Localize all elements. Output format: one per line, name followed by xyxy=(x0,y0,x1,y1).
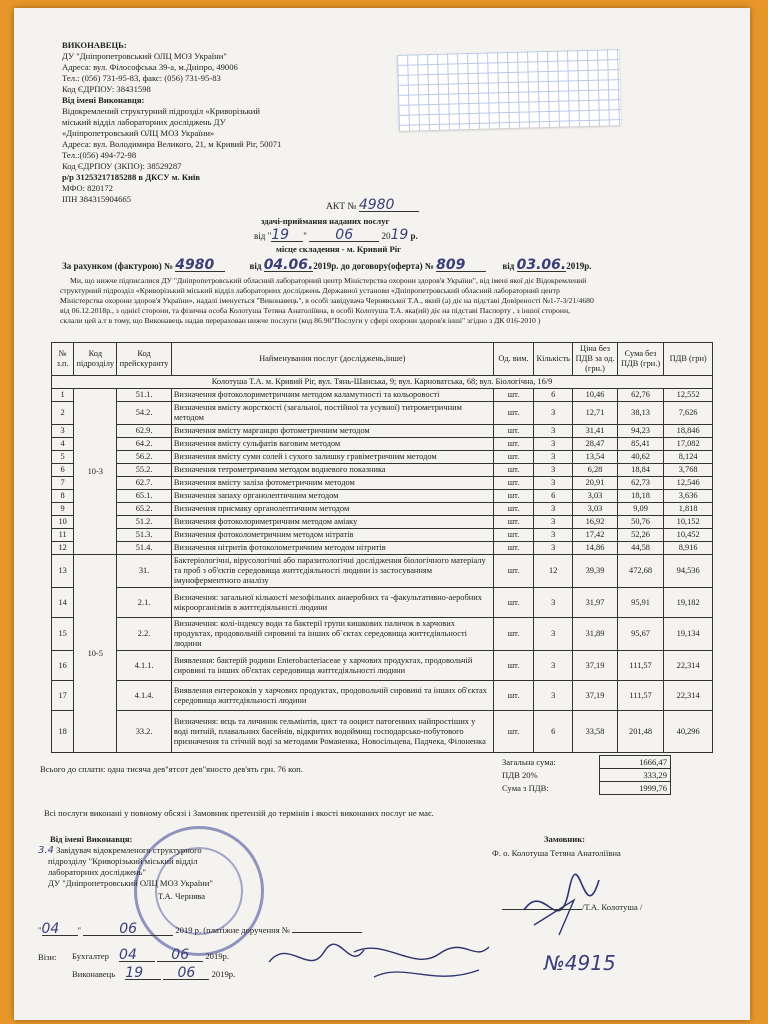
with-vat-label: Сума з ПДВ: xyxy=(502,782,549,793)
col-header: Код підрозділу xyxy=(74,343,117,376)
table-row xyxy=(52,477,713,490)
unit-line-2: міський відділ лабораторних досліджень ДУ xyxy=(62,117,226,127)
cell-qty: 6 xyxy=(534,389,573,402)
margin-note: 3.4 xyxy=(38,845,54,856)
exec-line: Завідувач відокремленого структурного xyxy=(56,845,202,855)
acc-month: 06 xyxy=(157,950,203,962)
cell-vat: 7,626 xyxy=(664,402,713,425)
cell-qty: 3 xyxy=(534,618,573,651)
intro-line: структурний підрозділ «Криворізький міський відділ лабораторних досліджень Державної установи «Дніпропетровський обласний лабораторний центр xyxy=(60,286,560,295)
cell-price: 31,89 xyxy=(573,618,618,651)
on-behalf-label: Від імені Виконавця: xyxy=(62,95,145,105)
cell-unit: шт. xyxy=(493,618,533,651)
cell-unit: шт. xyxy=(493,503,533,516)
cell-qty: 3 xyxy=(534,681,573,711)
act-title-line xyxy=(326,197,419,213)
intro-line: склали цей а.т в тому, що Виконавець надав перерахован нижче послуги (код 86.90"Послуги у сфері охорони здоров'я інші" згідно з ДК 016-2010 ) xyxy=(60,316,541,325)
col-header: Код прейскуранту xyxy=(117,343,172,376)
cell-sum: 111,57 xyxy=(617,651,664,681)
cell-price: 33,58 xyxy=(573,711,618,753)
cell-code: 2.2. xyxy=(117,618,172,651)
cell-vat: 22,314 xyxy=(664,681,713,711)
cell-code: 54.2. xyxy=(117,402,172,425)
executor-address: Адреса: вул. Філософська 39-а, м.Дніпро, 49006 xyxy=(62,62,238,72)
sticky-note xyxy=(397,49,621,131)
pay-date-quote: " xyxy=(38,925,42,935)
col-header: ПДВ (грн) xyxy=(664,343,713,376)
cell-n: 1 xyxy=(52,389,74,402)
cell-name: Визначення вмісту марганцю фотометричним методом xyxy=(171,425,493,438)
cell-unit: шт. xyxy=(493,438,533,451)
table-row xyxy=(52,516,713,529)
table-row xyxy=(52,402,713,425)
intro-line: Міністерства охорони здоров'я України», надалі іменується "Виконавець", в особі завідувача Чернявської Т.А., який (а) діє на підставі Довіреності №1-7-3/21/4680 xyxy=(60,296,594,305)
contract-from: від xyxy=(502,261,515,271)
unit-phone: Тел.:(056) 494-72-98 xyxy=(62,150,137,160)
cell-qty: 3 xyxy=(534,529,573,542)
unit-code: Код ЄДРПОУ (ЗКПО): 38529287 xyxy=(62,161,182,171)
exec-sign-label: Від імені Виконавця: xyxy=(50,834,133,844)
contract-year: 2019р. xyxy=(566,261,592,271)
cell-qty: 3 xyxy=(534,477,573,490)
cell-unit: шт. xyxy=(493,516,533,529)
cell-price: 10,46 xyxy=(573,389,618,402)
cell-name: Визначення: яєць та личинок гельмінтів, цист та ооцист патогенних найпростіших у воді питній, плавальних басейнів, відкритих водоймищ господарсько-побутового призначення та стічній воді за методами Романенка, Новосільцева, Падчека, Філоненка xyxy=(171,711,493,753)
cell-unit: шт. xyxy=(493,389,533,402)
cell-name: Визначення: колі-індексу води та бактерії групи кишкових паличок в харчових продуктах, продовольчій сировині та інших об`єктах середовища життєдіяльності людини xyxy=(171,618,493,651)
cell-name: Визначення фотоколориметричним методом аміаку xyxy=(171,516,493,529)
col-header: № з.п. xyxy=(52,343,74,376)
cell-code: 51.2. xyxy=(117,516,172,529)
cell-code: 33.2. xyxy=(117,711,172,753)
cell-sum: 111,57 xyxy=(617,681,664,711)
cell-name: Бактеріологічні, вірусологічні або паразитологічні дослідження біологічного матеріалу та проб з об'єктів середовища життєдіяльності людини із застосуванням імуноферментного аналізу xyxy=(171,555,493,588)
cell-qty: 3 xyxy=(534,438,573,451)
cell-price: 13,54 xyxy=(573,451,618,464)
cell-name: Визначення вмісту заліза фотометричним методом xyxy=(171,477,493,490)
cell-n: 8 xyxy=(52,490,74,503)
cell-n: 14 xyxy=(52,588,74,618)
visa-label: Візи: xyxy=(38,952,57,962)
cell-name: Визначення нітритів фотоколометричним методом нітритів xyxy=(171,542,493,555)
table-row xyxy=(52,503,713,516)
act-date-year: 19 xyxy=(390,227,409,243)
unit-address: Адреса: вул. Володимира Великого, 21, м Кривий Ріг, 50071 xyxy=(62,139,282,149)
accountant-label: Бухгалтер xyxy=(72,951,109,961)
cell-unit: шт. xyxy=(493,529,533,542)
cell-name: Визначення фотоколориметричним методом каламутності та кольоровості xyxy=(171,389,493,402)
cell-vat: 22,314 xyxy=(664,651,713,681)
act-number: 4980 xyxy=(359,200,419,212)
cell-price: 31,41 xyxy=(573,425,618,438)
col-header: Ціна без ПДВ за од.(грн.) xyxy=(573,343,618,376)
cell-unit: шт. xyxy=(493,402,533,425)
cell-unit: шт. xyxy=(493,588,533,618)
document-page xyxy=(14,8,750,1020)
cell-n: 7 xyxy=(52,477,74,490)
cell-price: 37,19 xyxy=(573,651,618,681)
table-row xyxy=(52,490,713,503)
executor-block xyxy=(62,40,281,205)
executor-heading: ВИКОНАВЕЦЬ: xyxy=(62,40,127,50)
group-code-10-3: 10-3 xyxy=(74,389,117,555)
col-header: Од. вим. xyxy=(493,343,533,376)
col-header: Сума без ПДВ (грн.) xyxy=(617,343,664,376)
table-row xyxy=(52,389,713,402)
cell-n: 6 xyxy=(52,464,74,477)
cell-code: 65.2. xyxy=(117,503,172,516)
cell-n: 2 xyxy=(52,402,74,425)
cell-n: 18 xyxy=(52,711,74,753)
cell-code: 56.2. xyxy=(117,451,172,464)
cell-qty: 3 xyxy=(534,464,573,477)
cell-price: 14,86 xyxy=(573,542,618,555)
cell-name: Визначення вмісту сульфатів ваговим методом xyxy=(171,438,493,451)
cell-n: 17 xyxy=(52,681,74,711)
cell-price: 20,91 xyxy=(573,477,618,490)
cell-vat: 19,182 xyxy=(664,588,713,618)
executor-org: ДУ "Дніпропетровський ОЛЦ МОЗ України" xyxy=(62,51,227,61)
table-row xyxy=(52,451,713,464)
cell-n: 4 xyxy=(52,438,74,451)
act-place: місце складення - м. Кривий Ріг xyxy=(276,244,402,254)
invoice-number: 4980 xyxy=(175,260,225,272)
cell-code: 62.7. xyxy=(117,477,172,490)
act-subtitle: здачі-приймання наданих послуг xyxy=(261,216,390,226)
cell-sum: 94,23 xyxy=(617,425,664,438)
col-header: Найменування послуг (досліджень,інше) xyxy=(171,343,493,376)
unit-line-1: Відокремлений структурний підрозділ «Криворізький xyxy=(62,106,260,116)
cell-qty: 3 xyxy=(534,402,573,425)
cell-name: Виявлення: бактерій родини Enterobacteriaceae у харчових продуктах, продовольчій сировині та інших об'єктах середовища життєдіяльності людини xyxy=(171,651,493,681)
unit-line-3: «Дніпропетровський ОЛЦ МОЗ України» xyxy=(62,128,215,138)
cell-code: 55.2. xyxy=(117,464,172,477)
customer-name: Ф. о. Колотуша Тетяна Анатоліївна xyxy=(492,848,621,858)
act-date-month: 06 xyxy=(309,230,379,242)
executor-visa-line xyxy=(72,965,236,981)
cell-name: Визначення вмісту суми солей і сухого залишку гравіметричним методом xyxy=(171,451,493,464)
cell-unit: шт. xyxy=(493,651,533,681)
cell-n: 9 xyxy=(52,503,74,516)
cell-n: 13 xyxy=(52,555,74,588)
cell-price: 17,42 xyxy=(573,529,618,542)
cell-unit: шт. xyxy=(493,464,533,477)
invoice-date: 04.06. xyxy=(263,257,314,273)
act-date-line: від "19 " 06 2019 р. xyxy=(254,227,418,243)
cell-qty: 3 xyxy=(534,451,573,464)
act-date-suffix: р. xyxy=(410,231,418,241)
cell-qty: 3 xyxy=(534,425,573,438)
location-cell: Колотуша Т.А. м. Кривий Ріг, вул. Тянь-Шанська, 9; вул. Карноватська, 68; вул. Біологічна, 16/9 xyxy=(52,376,713,389)
cell-code: 51.4. xyxy=(117,542,172,555)
exec-line: підрозділу "Криворізький міський відділ xyxy=(48,856,198,866)
cell-vat: 12,546 xyxy=(664,477,713,490)
cell-code: 4.1.4. xyxy=(117,681,172,711)
exec-line: ДУ "Дніпропетровський ОЛЦ МОЗ України" xyxy=(48,878,213,888)
bank-account: р/р 31253217185288 в ДКСУ м. Київ xyxy=(62,172,201,182)
table-row xyxy=(52,529,713,542)
act-title: АКТ № xyxy=(326,202,357,212)
cell-price: 3,03 xyxy=(573,490,618,503)
table-row xyxy=(52,425,713,438)
cell-sum: 18,84 xyxy=(617,464,664,477)
cell-price: 3,03 xyxy=(573,503,618,516)
customer-sign-label: Замовник: xyxy=(544,834,586,844)
cell-qty: 3 xyxy=(534,651,573,681)
cell-name: Визначення фотоколометричним методом нітратів xyxy=(171,529,493,542)
cell-vat: 8,124 xyxy=(664,451,713,464)
cell-sum: 50,76 xyxy=(617,516,664,529)
cell-name: Визначення: загальної кількості мезофільних анаеробних та -факультативно-аеробних мікроорганізмів в життєдіяльності людини xyxy=(171,588,493,618)
ex-year: 2019р. xyxy=(211,969,236,979)
location-row xyxy=(52,376,713,389)
cell-code: 51.3. xyxy=(117,529,172,542)
cell-unit: шт. xyxy=(493,681,533,711)
contract-date: 03.06. xyxy=(516,257,567,273)
cell-vat: 17,082 xyxy=(664,438,713,451)
cell-vat: 10,452 xyxy=(664,529,713,542)
exec-name: Т.А. Чернява xyxy=(158,891,206,901)
cell-price: 37,19 xyxy=(573,681,618,711)
cell-sum: 18,18 xyxy=(617,490,664,503)
executor-phone: Тел.: (056) 731-95-83, факс: (056) 731-95-83 xyxy=(62,73,221,83)
cell-unit: шт. xyxy=(493,490,533,503)
cell-name: Виявлення ентерококів у харчових продуктах, продовольчій сировині та інших об'єктах середовища життєдіяльності людини xyxy=(171,681,493,711)
cell-sum: 9,09 xyxy=(617,503,664,516)
payment-date-line: "04 " 06 2019 р. (платіжне доручення № xyxy=(38,924,362,936)
cell-code: 2.1. xyxy=(117,588,172,618)
table-row xyxy=(52,542,713,555)
handwritten-number: №4915 xyxy=(544,951,616,975)
group-code-10-5: 10-5 xyxy=(74,555,117,753)
cell-code: 4.1.1. xyxy=(117,651,172,681)
cell-vat: 8,916 xyxy=(664,542,713,555)
cell-qty: 6 xyxy=(534,490,573,503)
executor-edrpou: Код ЄДРПОУ: 38431598 xyxy=(62,84,151,94)
cell-code: 31. xyxy=(117,555,172,588)
intro-paragraph xyxy=(60,276,594,326)
table-row xyxy=(52,555,713,588)
act-date-year-prefix: 20 xyxy=(381,231,391,241)
vat-label: ПДВ 20% xyxy=(502,769,538,780)
cell-unit: шт. xyxy=(493,711,533,753)
cell-sum: 472,68 xyxy=(617,555,664,588)
pay-date-month: 06 xyxy=(83,924,173,936)
table-row xyxy=(52,464,713,477)
cell-sum: 44,58 xyxy=(617,542,664,555)
visa-signatures xyxy=(264,932,494,992)
acc-year: 2019р. xyxy=(205,951,229,961)
cell-sum: 95,67 xyxy=(617,618,664,651)
cell-sum: 95,91 xyxy=(617,588,664,618)
statement: Всі послуги виконані у повному обсязі і Замовник претензій до термінів і якості виконаних послуг не має. xyxy=(44,808,434,818)
cell-vat: 19,134 xyxy=(664,618,713,651)
cell-qty: 6 xyxy=(534,711,573,753)
executor-sign-block xyxy=(38,834,213,902)
cell-n: 11 xyxy=(52,529,74,542)
mfo: МФО: 820172 xyxy=(62,183,113,193)
cell-qty: 3 xyxy=(534,588,573,618)
exec-line: лабораторних досліджень" xyxy=(48,867,146,877)
contract-number: 809 xyxy=(436,260,486,272)
cell-unit: шт. xyxy=(493,542,533,555)
cell-vat: 3,768 xyxy=(664,464,713,477)
cell-qty: 3 xyxy=(534,516,573,529)
totals-block xyxy=(501,755,671,795)
cell-qty: 3 xyxy=(534,503,573,516)
cell-price: 6,28 xyxy=(573,464,618,477)
cell-vat: 18,846 xyxy=(664,425,713,438)
cell-name: Визначення присмаку органолептичним методом xyxy=(171,503,493,516)
accountant-line xyxy=(72,947,229,963)
pay-date-day: 04 xyxy=(42,924,78,936)
ipn: ІПН 384315904665 xyxy=(62,194,131,204)
cell-sum: 62,76 xyxy=(617,389,664,402)
cell-vat: 3,636 xyxy=(664,490,713,503)
cell-n: 5 xyxy=(52,451,74,464)
table-row xyxy=(52,438,713,451)
cell-sum: 52,26 xyxy=(617,529,664,542)
cell-vat: 94,536 xyxy=(664,555,713,588)
pay-date-post: 2019 р. (платіжне доручення № xyxy=(175,925,291,935)
invoice-label: За рахунком (фактурою) № xyxy=(62,261,174,271)
cell-n: 12 xyxy=(52,542,74,555)
table-row xyxy=(52,588,713,618)
cell-code: 51.1. xyxy=(117,389,172,402)
vat-value: 333,29 xyxy=(600,769,671,782)
table-row xyxy=(52,618,713,651)
cell-unit: шт. xyxy=(493,477,533,490)
total-label: Загальна сума: xyxy=(502,756,556,767)
cell-qty: 3 xyxy=(534,542,573,555)
cell-vat: 40,296 xyxy=(664,711,713,753)
invoice-mid: 2019р. до договору(оферта) № xyxy=(313,261,434,271)
total-value: 1666,47 xyxy=(600,756,671,769)
cell-price: 39,39 xyxy=(573,555,618,588)
cell-name: Визначення тетрометричним методом водневого показника xyxy=(171,464,493,477)
col-header: Кількість xyxy=(534,343,573,376)
cell-unit: шт. xyxy=(493,425,533,438)
intro-line: від 06.12.2018р., з однієї сторони, та фізична особа Колотуша Тетяна Анатоліївна, в особі Колотуша Т.А. яка(ий) діє на підставі Паспорту , з іншої сторони, xyxy=(60,306,571,315)
cell-sum: 201,48 xyxy=(617,711,664,753)
cell-price: 16,92 xyxy=(573,516,618,529)
cell-qty: 12 xyxy=(534,555,573,588)
cell-sum: 38,13 xyxy=(617,402,664,425)
customer-sign-name: /Т.А. Колотуша / xyxy=(582,902,643,912)
cell-sum: 85,41 xyxy=(617,438,664,451)
act-date-day: 19 xyxy=(271,230,303,242)
cell-code: 64.2. xyxy=(117,438,172,451)
executor2-label: Виконавець xyxy=(72,969,116,979)
cell-vat: 12,552 xyxy=(664,389,713,402)
cell-name: Визначення запаху органолептичним методом xyxy=(171,490,493,503)
act-date-prefix: від " xyxy=(254,231,272,241)
cell-code: 62.9. xyxy=(117,425,172,438)
cell-n: 3 xyxy=(52,425,74,438)
cell-sum: 40,62 xyxy=(617,451,664,464)
customer-sign-line xyxy=(502,902,642,913)
cell-price: 28,47 xyxy=(573,438,618,451)
ex-month: 06 xyxy=(163,968,209,980)
ex-day: 19 xyxy=(125,968,161,980)
cell-unit: шт. xyxy=(493,555,533,588)
cell-vat: 1,818 xyxy=(664,503,713,516)
cell-name: Визначення вмісту жорсткості (загальної, постійної та усувної) титрометричним методом xyxy=(171,402,493,425)
cell-vat: 10,152 xyxy=(664,516,713,529)
cell-n: 10 xyxy=(52,516,74,529)
intro-line: Ми, що нижче підписалися ДУ "Дніпропетровський обласний лабораторний центр Міністерства охорони здоров'я України", від імені якої діє Відокремлений xyxy=(70,276,587,285)
cell-n: 15 xyxy=(52,618,74,651)
invoice-from: від xyxy=(249,261,262,271)
cell-code: 65.1. xyxy=(117,490,172,503)
cell-n: 16 xyxy=(52,651,74,681)
with-vat-value: 1999,76 xyxy=(600,782,671,795)
acc-day: 04 xyxy=(119,950,155,962)
invoice-line xyxy=(62,257,592,273)
cell-price: 31,97 xyxy=(573,588,618,618)
services-table xyxy=(51,342,713,753)
cell-unit: шт. xyxy=(493,451,533,464)
table-row xyxy=(52,681,713,711)
total-in-words: Всього до сплати: одна тисяча дев"ятсот дев"яносто дев'ять грн. 76 коп. xyxy=(40,764,303,774)
table-row xyxy=(52,651,713,681)
cell-sum: 62,73 xyxy=(617,477,664,490)
cell-price: 12,71 xyxy=(573,402,618,425)
table-row xyxy=(52,711,713,753)
table-header-row xyxy=(52,343,713,376)
